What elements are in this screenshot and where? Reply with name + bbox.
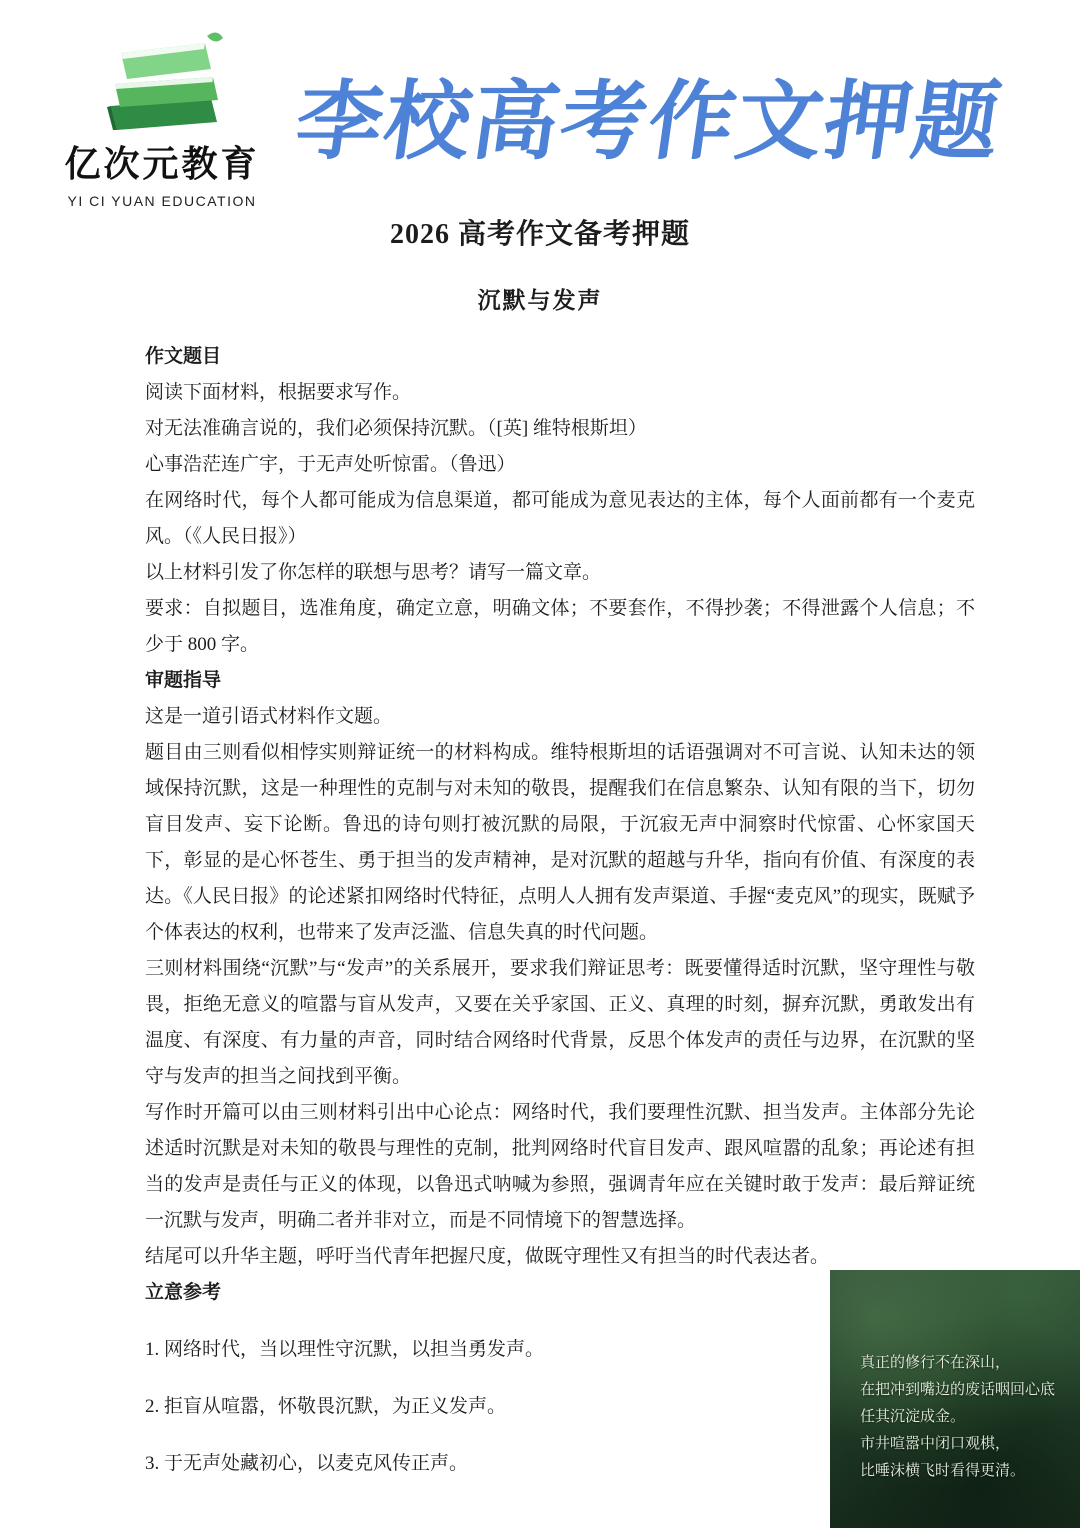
- list-item: 2. 拒盲从喧嚣，怀敬畏沉默，为正义发声。: [145, 1396, 507, 1417]
- section-heading-topic-guidance: 审题指导: [145, 670, 222, 691]
- quote-image-card: [830, 1270, 1080, 1528]
- list-item: 3. 于无声处藏初心，以麦克风传正声。: [145, 1453, 469, 1474]
- logo: [52, 26, 272, 209]
- quote-line: 任其沉淀成金。: [860, 1409, 966, 1425]
- quote-line: 真正的修行不在深山，: [860, 1355, 1011, 1371]
- list-item: 1. 网络时代，当以理性守沉默，以担当勇发声。: [145, 1339, 545, 1360]
- paragraph: 要求：自拟题目，选准角度，确定立意，明确文体；不要套作，不得抄袭；不得泄露个人信息；不少于 800 字。: [145, 598, 975, 655]
- section-heading-essay-topic: 作文题目: [145, 346, 222, 367]
- books-logo-icon: [87, 26, 237, 134]
- paragraph: 对无法准确言说的，我们必须保持沉默。（[英] 维特根斯坦）: [145, 418, 647, 439]
- paragraph: 题目由三则看似相悖实则辩证统一的材料构成。维特根斯坦的话语强调对不可言说、认知未达的领域保持沉默，这是一种理性的克制与对未知的敬畏，提醒我们在信息繁杂、认知有限的当下，切勿盲目发声、妄下论断。鲁迅的诗句则打被沉默的局限，于沉寂无声中洞察时代惊雷、心怀家国天下，彰显的是心怀苍生、勇于担当的发声精神，是对沉默的超越与升华，指向有价值、有深度的表达。《人民日报》的论述紧扣网络时代特征，点明人人拥有发声渠道、手握“麦克风”的现实，既赋予个体表达的权利，也带来了发声泛滥、信息失真的时代问题。: [145, 742, 975, 943]
- banner-title: 李校高考作文押题: [290, 74, 1008, 170]
- paragraph: 结尾可以升华主题，呼吁当代青年把握尺度，做既守理性又有担当的时代表达者。: [145, 1246, 830, 1267]
- paragraph: 在网络时代，每个人都可能成为信息渠道，都可能成为意见表达的主体，每个人面前都有一个麦克风。（《人民日报》）: [145, 490, 975, 547]
- paragraph: 心事浩茫连广宇，于无声处听惊雷。（鲁迅）: [145, 454, 516, 475]
- logo-subtitle: YI CI YUAN EDUCATION: [67, 193, 257, 209]
- paragraph: 三则材料围绕“沉默”与“发声”的关系展开，要求我们辩证思考：既要懂得适时沉默，坚守理性与敬畏，拒绝无意义的喧嚣与盲从发声，又要在关乎家国、正义、真理的时刻，摒弃沉默，勇敢发出有温度、有深度、有力量的声音，同时结合网络时代背景，反思个体发声的责任与边界，在沉默的坚守与发声的担当之间找到平衡。: [145, 958, 975, 1087]
- logo-name: 亿次元教育: [64, 144, 260, 185]
- quote-line: 市井喧嚣中闭口观棋，: [860, 1436, 1011, 1452]
- doc-subtitle: 沉默与发声: [477, 288, 603, 313]
- paragraph: 写作时开篇可以由三则材料引出中心论点：网络时代，我们要理性沉默、担当发声。主体部分先论述适时沉默是对未知的敬畏与理性的克制，批判网络时代盲目发声、跟风喧嚣的乱象；再论述有担当的发声是责任与正义的体现，以鲁迅式呐喊为参照，强调青年应在关键时敢于发声：最后辩证统一沉默与发声，明确二者并非对立，而是不同情境下的智慧选择。: [145, 1102, 975, 1231]
- quote-line: 比唾沫横飞时看得更清。: [860, 1463, 1026, 1479]
- paragraph: 以上材料引发了你怎样的联想与思考？请写一篇文章。: [145, 562, 602, 583]
- doc-title: 2026 高考作文备考押题: [389, 219, 690, 250]
- paragraph: 这是一道引语式材料作文题。: [145, 706, 393, 727]
- quote-line: 在把冲到嘴边的废话咽回心底: [860, 1382, 1056, 1398]
- section-heading-idea-reference: 立意参考: [145, 1282, 222, 1303]
- paragraph: 阅读下面材料，根据要求写作。: [145, 382, 412, 403]
